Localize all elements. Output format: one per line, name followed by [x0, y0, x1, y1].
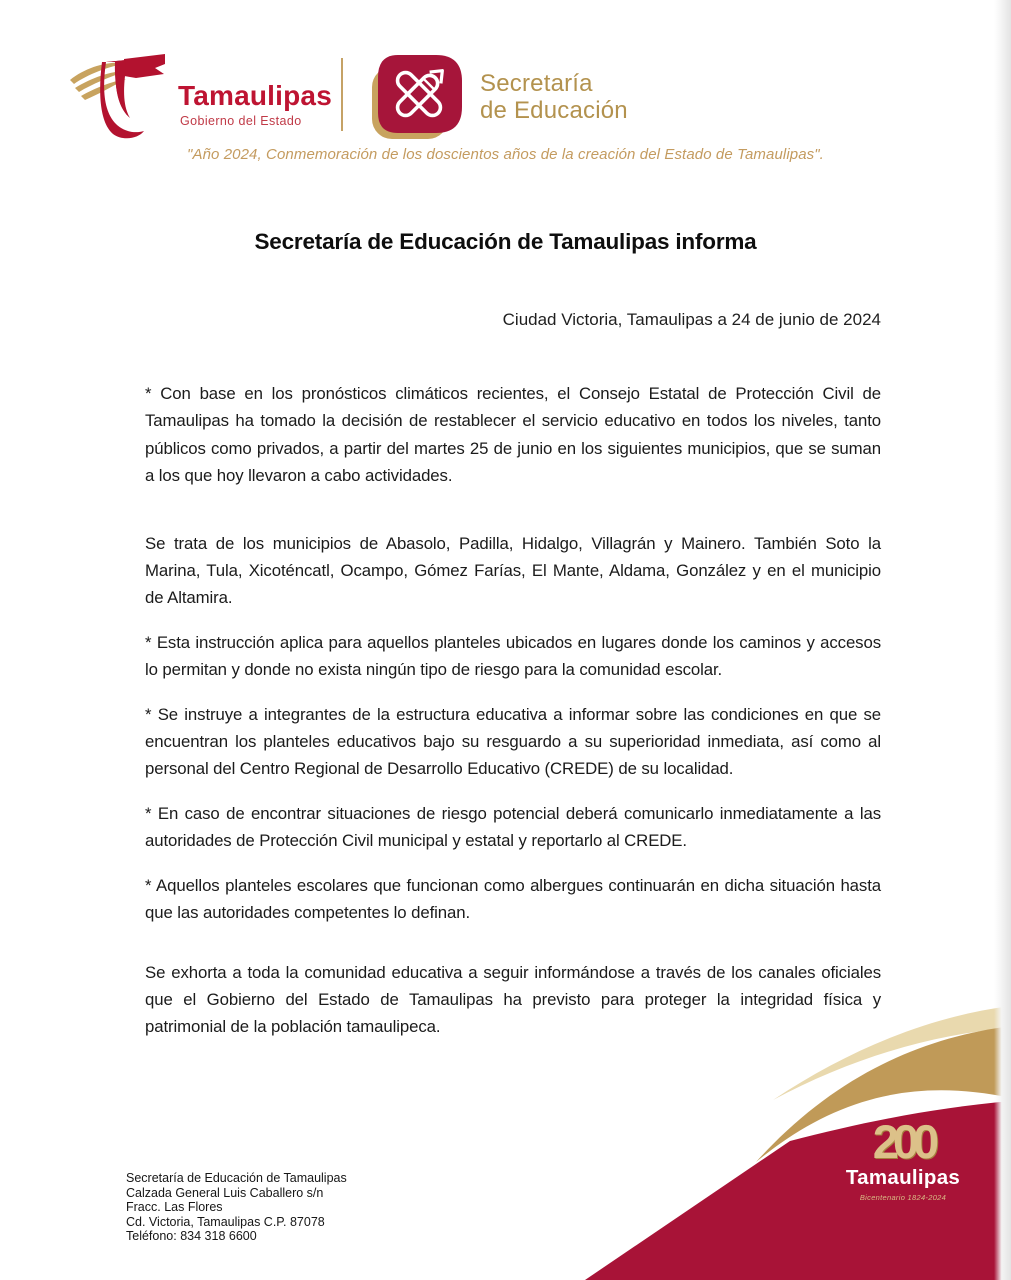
bicentennial-200-mark: 200	[872, 1115, 934, 1168]
dateline: Ciudad Victoria, Tamaulipas a 24 de junio de 2024	[502, 310, 881, 329]
state-logo-wordmark: Tamaulipas	[178, 80, 332, 111]
paragraph-1: * Con base en los pronósticos climáticos recientes, el Consejo Estatal de Protección Civil de Tamaulipas ha tomado la decisión de restablecer el servicio educativo en todos los niveles, tanto públicos como privados, a partir del martes 25 de junio en los siguientes municipios, que se suman a los que hoy llevaron a cabo actividades.	[145, 384, 881, 486]
commemorative-quote: "Año 2024, Conmemoración de los doscientos años de la creación del Estado de Tamaulipas".	[187, 146, 824, 163]
footer-line-1: Secretaría de Educación de Tamaulipas	[126, 1171, 347, 1185]
footer-line-5: Teléfono: 834 318 6600	[126, 1229, 257, 1244]
page-title: Secretaría de Educación de Tamaulipas informa	[254, 229, 757, 254]
tamaulipas-state-logo	[68, 54, 332, 142]
footer-line-4: Cd. Victoria, Tamaulipas C.P. 87078	[126, 1214, 325, 1229]
document-body	[145, 380, 881, 1058]
bicentennial-wordmark: Tamaulipas	[845, 1166, 961, 1189]
footer-address	[126, 1171, 347, 1244]
ministry-logo-line2: de Educación	[480, 97, 628, 124]
page-edge-shadow	[994, 0, 1011, 1280]
header-divider	[341, 58, 343, 131]
bicentennial-tagline: Bicentenario 1824-2024	[859, 1193, 947, 1202]
paragraph-5: * En caso de encontrar situaciones de riesgo potencial deberá comunicarlo inmediatamente a las autoridades de Protección Civil municipal y estatal y reportarlo al CREDE.	[145, 803, 881, 851]
crossed-pencils-icon	[372, 55, 464, 141]
tamaulipas-emblem-icon	[68, 54, 168, 142]
ministry-logo-line1: Secretaría	[480, 70, 593, 98]
paragraph-3: * Esta instrucción aplica para aquellos planteles ubicados en lugares donde los caminos y accesos lo permitan y donde no exista ningún tipo de riesgo para la comunidad escolar.	[145, 632, 881, 680]
ministry-logo-wordmark	[480, 71, 628, 125]
footer-line-2: Calzada General Luis Caballero s/n	[126, 1185, 324, 1200]
paragraph-4: * Se instruye a integrantes de la estructura educativa a informar sobre las condiciones en que se encuentran los planteles educativos bajo su resguardo a su superioridad inmediata, así como al personal del Centro Regional de Desarrollo Educativo (CREDE) de su localidad.	[145, 704, 881, 779]
bicentennial-logo	[832, 1115, 974, 1202]
footer-line-3: Fracc. Las Flores	[126, 1200, 223, 1215]
education-ministry-logo	[372, 55, 628, 141]
paragraph-7: Se exhorta a toda la comunidad educativa a seguir informándose a través de los canales oficiales que el Gobierno del Estado de Tamaulipas ha previsto para proteger la integridad física y patrimonial de la población tamaulipeca.	[145, 962, 881, 1037]
state-logo-subtitle: Gobierno del Estado	[180, 114, 302, 128]
paragraph-6: * Aquellos planteles escolares que funcionan como albergues continuarán en dicha situación hasta que las autoridades competentes lo definan.	[145, 875, 881, 923]
paragraph-2: Se trata de los municipios de Abasolo, Padilla, Hidalgo, Villagrán y Mainero. También Soto la Marina, Tula, Xicoténcatl, Ocampo, Gómez Farías, El Mante, Aldama, González y en el municipio de Altamira.	[145, 533, 881, 608]
